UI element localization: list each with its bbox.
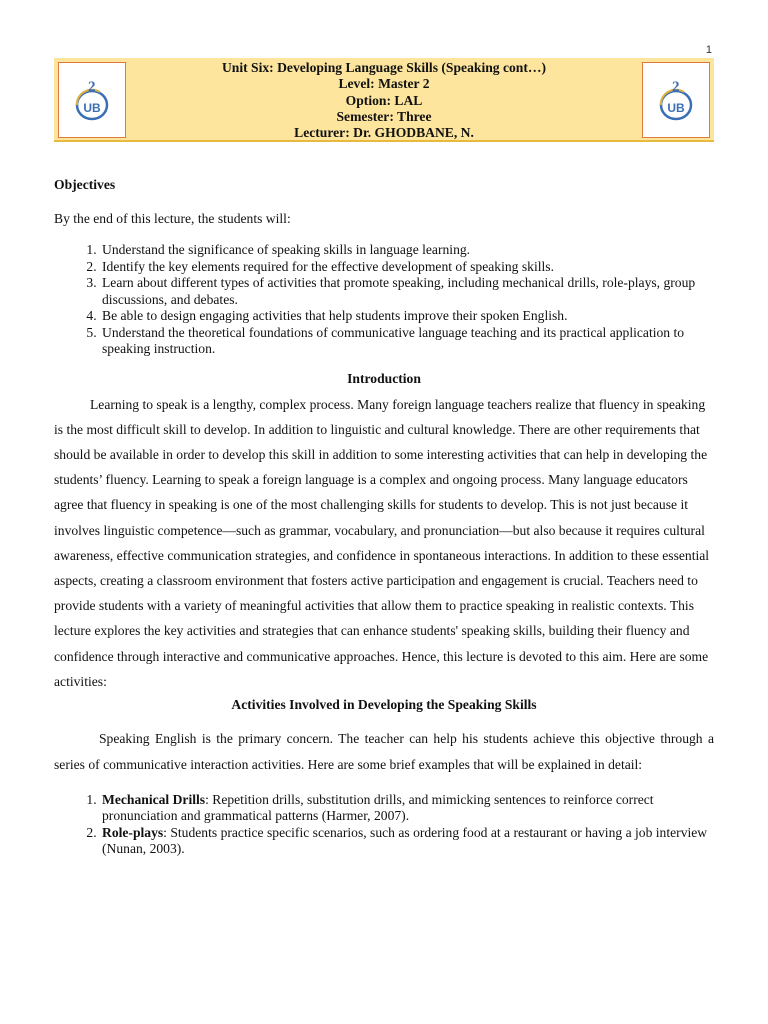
- list-item: 2. Identify the key elements required for the effective development of speaking skills.: [100, 259, 714, 276]
- objectives-intro: By the end of this lecture, the students will:: [54, 211, 291, 226]
- list-item: 5. Understand the theoretical foundations of communicative language teaching and its practical application to speaking instruction.: [100, 325, 714, 358]
- introduction-paragraph: Learning to speak is a lengthy, complex process. Many foreign language teachers realize that fluency in speaking is the most difficult skill to develop. In addition to linguistic and cultural knowledge. There are other requirements that should be available in order to develop this skill in addition to some interesting activities that can help in developing the students’ fluency. Learning to speak a foreign language is a complex and ongoing process. Many language educators agree that fluency in speaking is one of the most challenging skills for students to develop. This is not just because it involves linguistic competence—such as grammar, vocabulary, and pronunciation—but also because it requires cultural awareness, effective communication strategies, and confidence in spontaneous interactions. In addition to these essential aspects, creating a classroom environment that fosters active participation and engagement is crucial. Teachers need to provide students with a variety of meaningful activities that allow them to practice speaking in realistic contexts. This lecture explores the key activities and strategies that can enhance students' speaking skills, building their fluency and confidence through interactive and communicative approaches. Hence, this lecture is devoted to this aim. Here are some activities:: [54, 396, 710, 689]
- university-logo-icon: [654, 75, 698, 125]
- svg-text:UB: UB: [667, 101, 685, 115]
- activities-heading: Activities Involved in Developing the Speaking Skills: [231, 696, 537, 712]
- svg-text:UB: UB: [83, 101, 101, 115]
- option-line: Option: LAL: [345, 92, 423, 108]
- course-header: [54, 58, 714, 142]
- list-item: 4. Be able to design engaging activities that help students improve their spoken English.: [100, 308, 714, 325]
- objectives-list: [54, 242, 714, 358]
- svg-text:2: 2: [672, 79, 680, 95]
- semester-line: Semester: Three: [336, 108, 432, 124]
- activity-term: Role-plays: [102, 824, 164, 840]
- objectives-heading: Objectives: [54, 177, 116, 192]
- introduction-heading: Introduction: [347, 370, 421, 386]
- unit-title: Unit Six: Developing Language Skills (Speaking cont…): [221, 60, 547, 75]
- university-logo: [58, 62, 126, 138]
- activities-list: [54, 792, 714, 858]
- activity-description: : Students practice specific scenarios, such as ordering food at a restaurant or having a job interview (Nunan, 2003).: [102, 824, 708, 857]
- university-logo-icon: [70, 75, 114, 125]
- level-line: Level: Master 2: [338, 76, 430, 92]
- course-info: [134, 60, 634, 141]
- lecturer-line: Lecturer: Dr. GHODBANE, N.: [294, 125, 474, 141]
- svg-text:2: 2: [88, 79, 96, 95]
- activity-term: Mechanical Drills: [102, 791, 206, 807]
- list-item: [100, 792, 714, 825]
- list-item: 1. Understand the significance of speaking skills in language learning.: [100, 242, 714, 259]
- list-item: [100, 825, 714, 858]
- activities-paragraph: Speaking English is the primary concern. The teacher can help his students achieve this objective through a series of communicative interaction activities. Here are some brief examples that will be explained in detail:: [54, 730, 714, 772]
- university-logo: [642, 62, 710, 138]
- page-number: 1: [705, 44, 712, 56]
- list-item: 3. Learn about different types of activities that promote speaking, including mechanical drills, role-plays, group discussions, and debates.: [100, 275, 714, 308]
- document-body: [54, 176, 714, 858]
- activity-description: : Repetition drills, substitution drills, and mimicking sentences to reinforce correct pronunciation and grammatical patterns (Harmer, 2007).: [102, 791, 654, 824]
